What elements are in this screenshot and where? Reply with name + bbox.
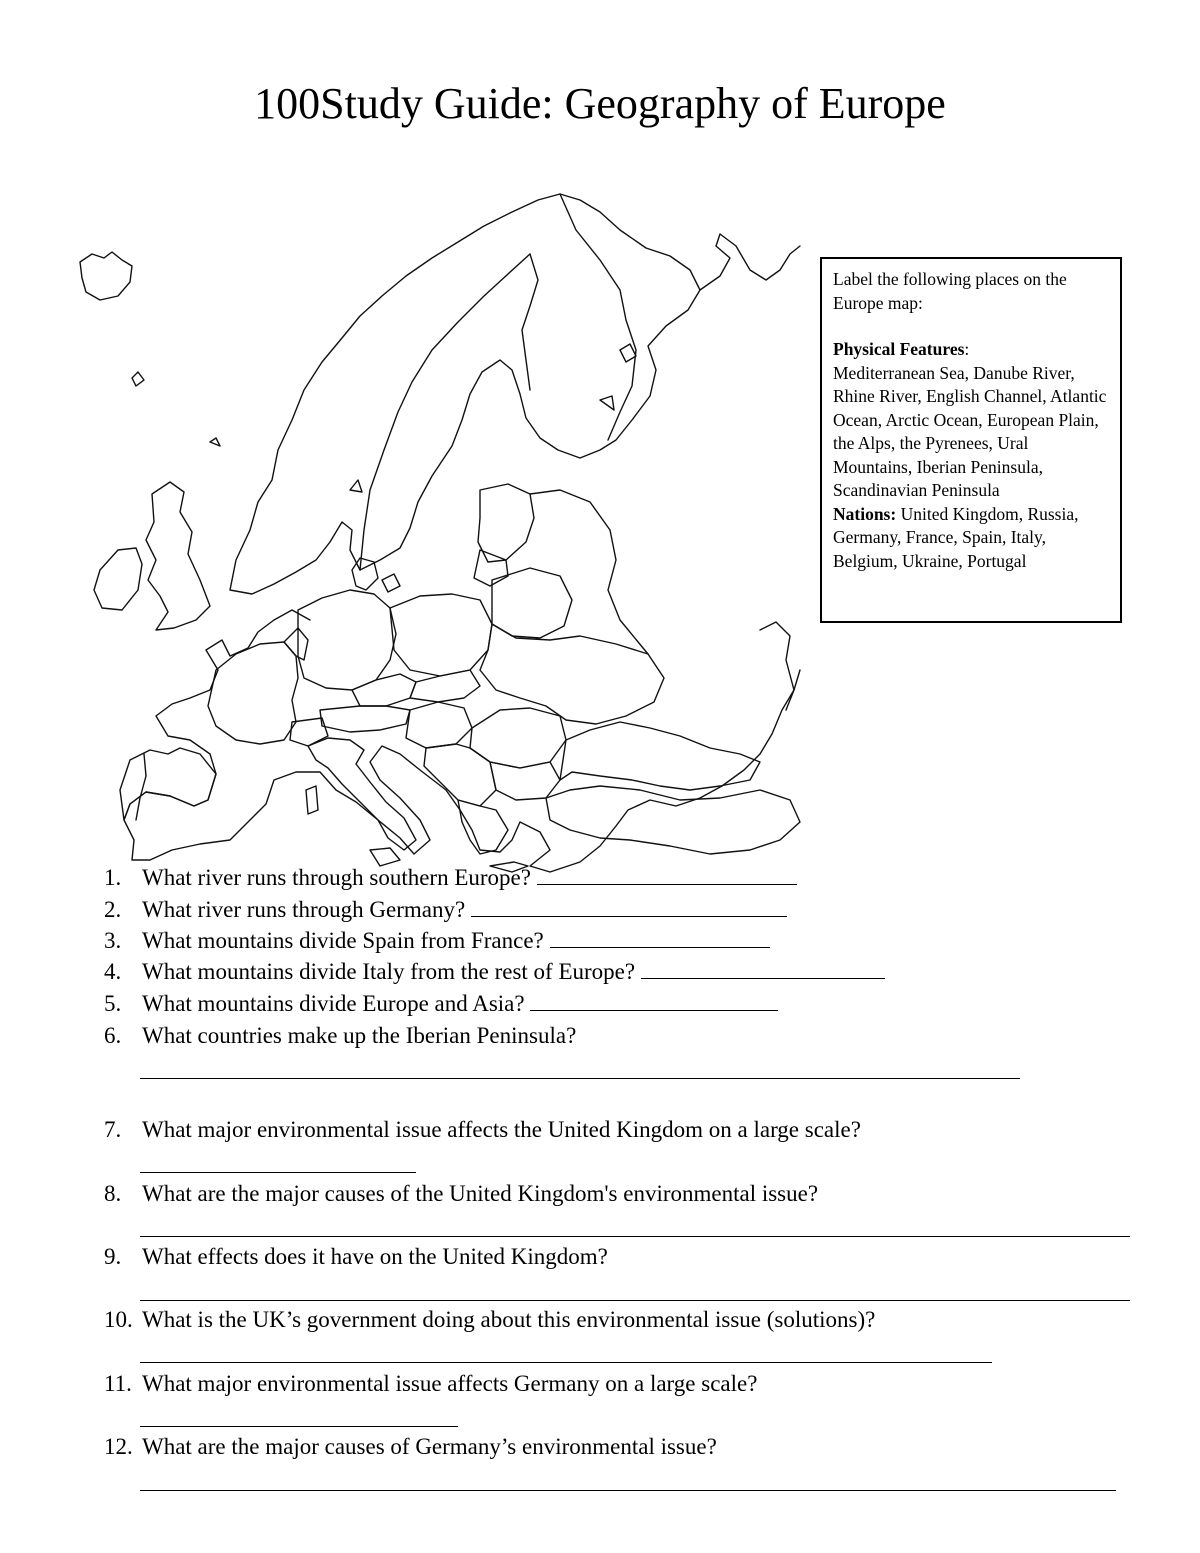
map-small-isles xyxy=(132,372,220,446)
map-denmark xyxy=(352,558,400,592)
question-number: 1. xyxy=(104,865,122,890)
question-text: What major environmental issue affects the United Kingdom on a large scale? xyxy=(142,1117,861,1142)
question-4 xyxy=(104,958,885,986)
nations-block xyxy=(833,503,1109,574)
map-italy xyxy=(308,738,416,850)
map-baltics xyxy=(474,484,534,586)
question-text: What mountains divide Italy from the rest of Europe? xyxy=(142,959,641,984)
map-border-fi-ru xyxy=(560,194,636,440)
map-yugoslavia xyxy=(424,744,496,806)
nations-list: United Kingdom, Russia, Germany, France, Spain, Italy, Belgium, Ukraine, Portugal xyxy=(833,503,1079,571)
question-9 xyxy=(104,1243,608,1271)
map-romania xyxy=(470,708,566,768)
question-number: 6. xyxy=(104,1023,122,1048)
question-text: What river runs through Germany? xyxy=(142,897,471,922)
question-text: What countries make up the Iberian Peninsula? xyxy=(142,1023,577,1048)
question-text: What are the major causes of the United Kingdom's environmental issue? xyxy=(142,1181,819,1206)
answer-line[interactable] xyxy=(140,1362,992,1363)
answer-blank[interactable] xyxy=(537,864,797,885)
answer-line[interactable] xyxy=(140,1300,1130,1301)
map-hungary xyxy=(406,702,472,748)
answer-line[interactable] xyxy=(140,1490,1116,1491)
physical-features-block xyxy=(833,338,1109,362)
map-caspian xyxy=(760,622,794,710)
question-text: What mountains divide Spain from France? xyxy=(142,928,550,953)
question-number: 9. xyxy=(104,1244,122,1269)
map-scandinavia xyxy=(230,194,700,594)
answer-line[interactable] xyxy=(140,1426,458,1427)
answer-blank[interactable] xyxy=(530,990,778,1011)
map-benelux xyxy=(284,628,308,660)
map-iberia xyxy=(120,748,216,820)
map-turkey xyxy=(546,786,800,854)
map-austria xyxy=(320,706,410,732)
question-number: 5. xyxy=(104,991,122,1016)
label-instructions-box xyxy=(820,257,1122,623)
map-greece xyxy=(458,800,508,854)
question-text: What major environmental issue affects Germany on a large scale? xyxy=(142,1371,758,1396)
question-12 xyxy=(104,1433,717,1461)
question-number: 8. xyxy=(104,1181,122,1206)
question-3 xyxy=(104,927,770,955)
answer-blank[interactable] xyxy=(550,927,770,948)
question-number: 7. xyxy=(104,1117,122,1142)
question-7 xyxy=(104,1116,861,1144)
question-text: What effects does it have on the United Kingdom? xyxy=(142,1244,608,1269)
map-czechia xyxy=(352,674,416,706)
map-switzerland xyxy=(290,718,328,746)
question-11 xyxy=(104,1370,757,1398)
question-6 xyxy=(104,1022,576,1050)
question-text: What river runs through southern Europe? xyxy=(142,865,537,890)
map-border-se-fi xyxy=(522,254,538,390)
answer-blank[interactable] xyxy=(641,958,885,979)
question-number: 2. xyxy=(104,897,122,922)
question-text: What is the UK’s government doing about this environmental issue (solutions)? xyxy=(142,1307,876,1332)
question-text: What are the major causes of Germany’s environmental issue? xyxy=(142,1434,717,1459)
question-number: 11. xyxy=(104,1371,132,1396)
answer-line[interactable] xyxy=(140,1172,416,1173)
europe-outline-map xyxy=(60,150,810,885)
map-mainland-coast xyxy=(124,610,800,872)
question-number: 4. xyxy=(104,959,122,984)
label-intro: Label the following places on the Europe map: xyxy=(833,269,1067,313)
map-lakes xyxy=(350,344,636,492)
map-border-es-pt xyxy=(136,754,146,820)
map-germany xyxy=(298,590,396,690)
map-iceland xyxy=(80,252,132,300)
question-8 xyxy=(104,1180,818,1208)
map-great-britain xyxy=(146,482,210,630)
map-sardinia xyxy=(306,786,318,814)
map-poland xyxy=(390,594,492,676)
map-bulgaria xyxy=(490,762,560,800)
physical-features-list: Mediterranean Sea, Danube River, Rhine River, English Channel, Atlantic Ocean, Arctic Ocean, European Plain, the Alps, the Pyrenees, Ural Mountains, Iberian Peninsula, Scandinavian Peninsula xyxy=(833,362,1107,500)
question-number: 12. xyxy=(104,1434,133,1459)
question-5 xyxy=(104,990,778,1018)
map-france xyxy=(208,642,298,744)
question-2 xyxy=(104,896,787,924)
answer-line[interactable] xyxy=(140,1236,1130,1237)
answer-line[interactable] xyxy=(140,1078,1020,1079)
question-number: 3. xyxy=(104,928,122,953)
physical-features-colon: : xyxy=(964,339,970,359)
map-border-no-se xyxy=(360,254,530,570)
question-10 xyxy=(104,1306,875,1334)
map-kola xyxy=(700,234,800,290)
question-text: What mountains divide Europe and Asia? xyxy=(142,991,531,1016)
question-1 xyxy=(104,864,797,892)
physical-features-heading: Physical Features xyxy=(833,339,965,359)
question-number: 10. xyxy=(104,1307,133,1332)
map-ireland xyxy=(94,548,142,610)
answer-blank[interactable] xyxy=(471,896,787,917)
nations-heading: Nations: xyxy=(833,503,897,524)
page-title: 100Study Guide: Geography of Europe xyxy=(254,79,946,128)
map-slovakia xyxy=(410,670,480,702)
